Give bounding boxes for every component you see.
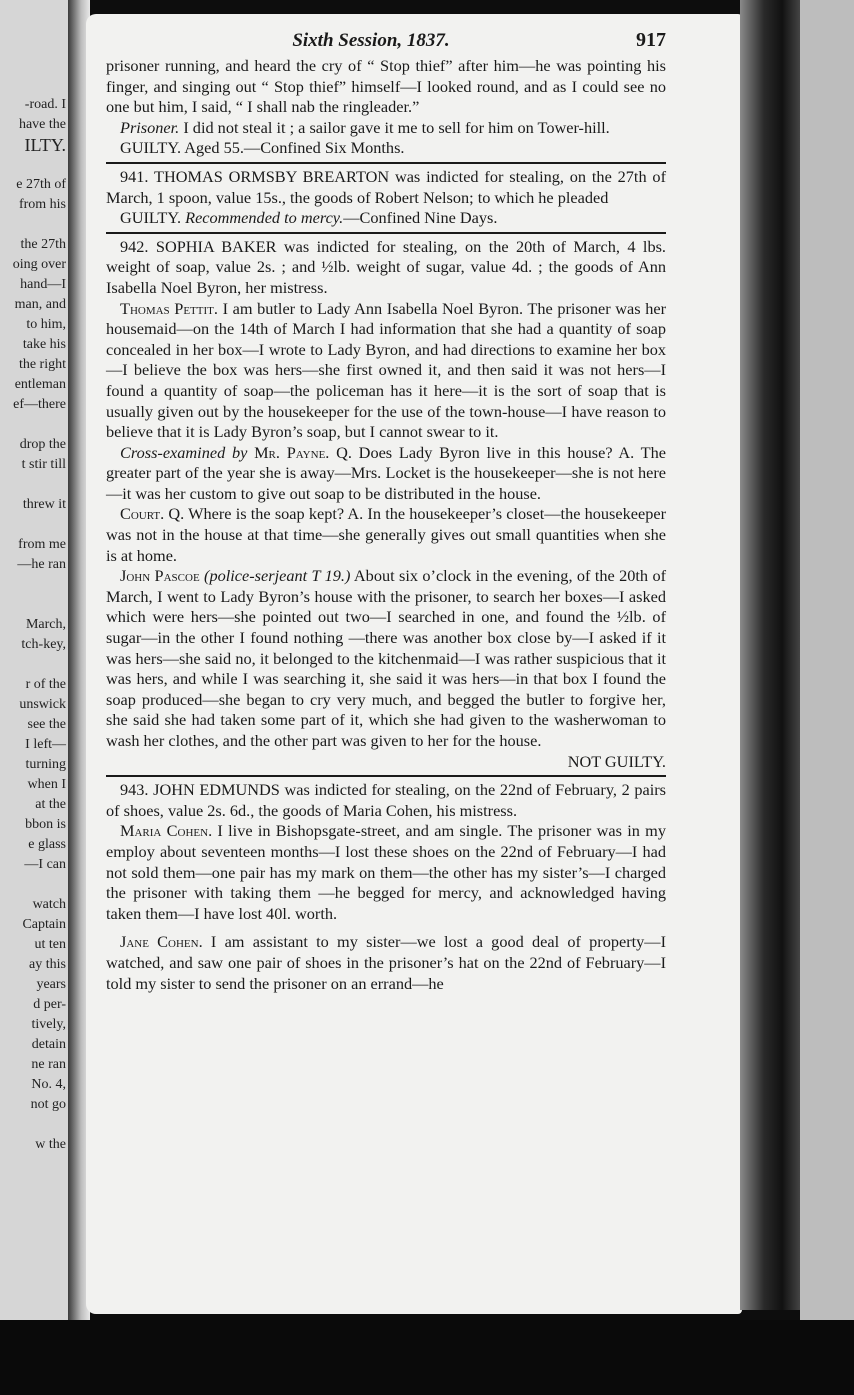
verdict-line: GUILTY. Aged 55.—Confined Six Months. <box>120 138 405 158</box>
witness-name: Jane Cohen. <box>120 932 203 952</box>
facing-page-line: from me <box>18 537 66 552</box>
verdict: GUILTY. <box>120 208 182 228</box>
facing-page-line: detain <box>31 1037 66 1052</box>
cross-label: Cross-examined by <box>120 442 248 462</box>
sentence: —Confined Nine Days. <box>343 208 498 228</box>
facing-page-line: from his <box>18 197 66 212</box>
witness-role: (police-serjeant T 19.) <box>199 566 351 586</box>
facing-page-line: ut ten <box>34 937 66 952</box>
facing-page-line: ILTY. <box>24 135 66 155</box>
facing-page-line: ef—there <box>13 397 66 412</box>
facing-page-line: entleman <box>14 377 66 392</box>
facing-page-line: e glass <box>28 837 66 852</box>
facing-page-line: tively, <box>31 1017 66 1032</box>
facing-page-line: man, and <box>14 297 66 312</box>
court-question <box>106 504 666 566</box>
facing-page-line: —he ran <box>17 557 66 572</box>
facing-page-line: —I can <box>24 857 66 872</box>
page-number: 917 <box>636 29 666 51</box>
recommendation: Recommended to mercy. <box>181 208 344 228</box>
case-941-verdict <box>106 208 666 229</box>
facing-page-line: t stir till <box>21 457 66 472</box>
witness-testimony <box>106 299 666 443</box>
facing-page-line: threw it <box>22 497 66 512</box>
facing-page-fragment <box>0 0 71 1320</box>
facing-page-line: ne ran <box>31 1057 66 1072</box>
counsel-name: Mr. Payne. <box>247 442 330 462</box>
facing-page-line: at the <box>35 797 66 812</box>
facing-page-line: to him, <box>26 317 66 332</box>
facing-page-line: March, <box>25 617 66 632</box>
statement-text: I did not steal it ; a sailor gave it me to sell for him on Tower-hill. <box>179 117 610 137</box>
witness-name: Maria Cohen. <box>120 821 213 841</box>
witness-testimony <box>106 821 666 924</box>
case-943-indictment: 943. JOHN EDMUNDS was indicted for stealing, on the 22nd of February, 2 pairs of shoes, value 2s. 6d., the goods of Maria Cohen, his mistress. <box>106 780 666 820</box>
testimony-text: About six o’clock in the evening, of the 20th of March, I went to Lady Byron’s house with the prisoner, to search her boxes—I asked which were hers—she pointed out two—I searched in one, and found the ½lb. of sugar—in the other I found nothing —there was another box close by—I asked if it was hers—she said no, it belonged to the kitchenmaid—I was rather suspicious that it was hers, and while I was searching it, she said it was hers—in that box I found the soap produced—she began to cry very much, and begged the butler to forgive her, she said she had taken some part of it, which she had given to the washerwoman to wash her clothes, and the other part was given to her for the house. <box>106 566 667 750</box>
case-divider <box>106 232 666 234</box>
facing-page-line: e 27th of <box>16 177 66 192</box>
facing-page-line: see the <box>27 717 66 732</box>
facing-page-line: not go <box>30 1097 66 1112</box>
facing-page-line: r of the <box>25 677 66 692</box>
page-edge-shadow <box>740 0 800 1310</box>
speaker-label: Prisoner. <box>120 117 180 137</box>
court-text: Q. Where is the soap kept? A. In the housekeeper’s closet—the housekeeper was not in the house at that time—she generally gives out small quantities when she is at home. <box>106 504 666 565</box>
facing-page-line: watch <box>32 897 66 912</box>
facing-page-line: No. 4, <box>31 1077 66 1092</box>
bottom-shadow <box>0 1320 854 1395</box>
running-head <box>106 30 666 56</box>
session-title: Sixth Session, 1837. <box>292 30 450 51</box>
facing-page-line: ay this <box>29 957 66 972</box>
case-divider <box>106 775 666 777</box>
facing-page-line: drop the <box>19 437 66 452</box>
facing-page-line: d per- <box>33 997 66 1012</box>
facing-page-line: when I <box>27 777 66 792</box>
facing-page-line: bbon is <box>25 817 66 832</box>
facing-page-line: have the <box>18 117 66 132</box>
facing-page-line: w the <box>35 1137 66 1152</box>
page-text <box>106 30 666 994</box>
facing-page-line: years <box>36 977 66 992</box>
cross-examination <box>106 443 666 505</box>
case-divider <box>106 162 666 164</box>
facing-page-line: turning <box>25 757 66 772</box>
facing-page-line: oing over <box>12 257 66 272</box>
case-941-indictment: 941. THOMAS ORMSBY BREARTON was indicted for stealing, on the 27th of March, 1 spoon, value 15s., the goods of Robert Nelson; to which he pleaded <box>106 166 666 207</box>
testimony-text: I am assistant to my sister—we lost a good deal of property—I watched, and saw one pair of shoes in the prisoner’s hat on the 22nd of February—I told my sister to send the prisoner on an errand—he <box>106 932 666 993</box>
paragraph-continued: prisoner running, and heard the cry of “ Stop thief” after him—he was pointing his finger, and singing out “ Stop thief” himself—I looked round, and as I could see no one but him, I said, “ I shall nab the ringleader.” <box>106 56 666 117</box>
facing-page-line: the right <box>18 357 66 372</box>
facing-page-line: tch-key, <box>21 637 66 652</box>
facing-page-line: Captain <box>22 917 66 932</box>
facing-page-line: unswick <box>19 697 66 712</box>
facing-page-line: the 27th <box>20 237 66 252</box>
cross-text: Q. Does Lady Byron live in this house? A. The greater part of the year she is away—Mrs. Locket is the housekeeper—she is not here—it was her custom to give out soap to be distributed in the house. <box>106 442 666 503</box>
case-942-verdict: NOT GUILTY. <box>567 751 666 771</box>
prisoner-statement <box>106 118 666 139</box>
witness-name: Thomas Pettit. <box>120 298 218 318</box>
facing-page-line: hand—I <box>20 277 66 292</box>
court-label: Court. <box>120 504 165 524</box>
facing-page-line: take his <box>22 337 66 352</box>
scanner-background <box>800 0 854 1395</box>
witness-testimony <box>106 566 666 751</box>
facing-page-line: -road. I <box>24 97 66 112</box>
testimony-text: I am butler to Lady Ann Isabella Noel Byron. The prisoner was her housemaid—on the 14th of March I had information that she had a quantity of soap concealed in her box—I wrote to Lady Byron, and had directions to examine her box—I believe the box was hers—she first owned it, and then said it was not hers—I found a quantity of soap—the policeman has it here—it is the sort of soap that is usually given out by the housekeeper for the use of the town-house—I have reason to believe that it is Lady Byron’s soap, but I cannot swear to it. <box>106 298 667 442</box>
witness-name: John Pascoe <box>120 566 200 586</box>
testimony-text: I live in Bishopsgate-street, and am single. The prisoner was in my employ about seventeen months—I lost these shoes on the 22nd of February—I had not sold them—one pair has my mark on them—the other has my sister’s—I charged the prisoner with taking them —he begged for mercy, and acknowledged having taken them—I have lost 40l. worth. <box>106 821 666 923</box>
witness-testimony <box>106 932 666 994</box>
case-942-indictment: 942. SOPHIA BAKER was indicted for stealing, on the 20th of March, 4 lbs. weight of soap, value 2s. ; and ½lb. weight of sugar, value 4d. ; the goods of Ann Isabella Noel Byron, her mistress. <box>106 236 666 297</box>
facing-page-line: I left— <box>25 737 66 752</box>
